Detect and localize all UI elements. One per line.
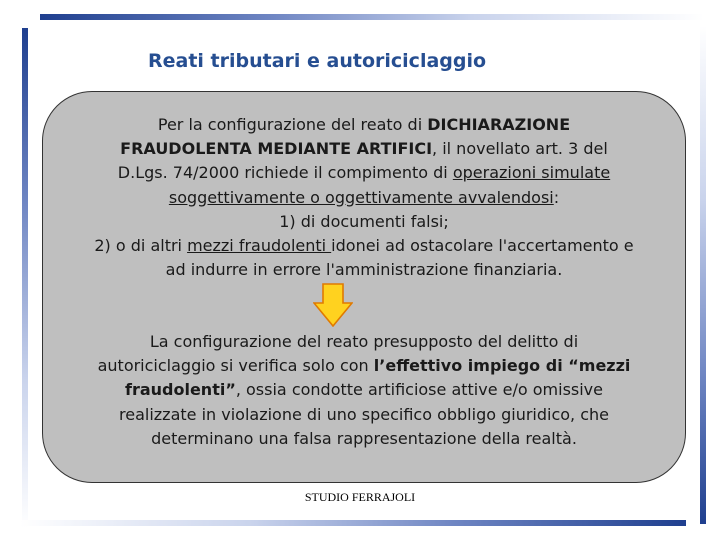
p1-line4: soggettivamente o oggettivamente avvalendosi: <box>168 187 560 207</box>
footer-studio-name: STUDIO FERRAJOLI <box>304 490 416 504</box>
down-arrow-icon <box>313 283 353 327</box>
p2-line3: fraudolenti”, ossia condotte artificiose attive e/o omissive <box>124 380 603 400</box>
p1-line7: ad indurre in errore l'amministrazione finanziaria. <box>165 260 563 280</box>
slide-title: Reati tributari e autoriciclaggio <box>148 50 487 72</box>
p2-line1: La configurazione del reato presupposto del delitto di <box>149 332 579 351</box>
p2-line4: realizzate in violazione di uno specifico obbligo giuridico, che <box>119 404 609 424</box>
frame-bottom-bar <box>20 520 686 526</box>
p1-line5: 1) di documenti falsi; <box>279 211 449 231</box>
p2-line5: determinano una falsa rappresentazione della realtà. <box>151 428 577 448</box>
p2-line2: autoriciclaggio si verifica solo con l’effettivo impiego di “mezzi <box>97 356 631 376</box>
paragraph-dichiarazione-fraudolenta <box>44 113 684 282</box>
frame-right-bar <box>700 26 706 524</box>
frame-left-bar <box>22 28 28 528</box>
paragraph-autoriciclaggio <box>44 330 684 451</box>
frame-top-bar <box>40 14 704 20</box>
p1-line3: D.Lgs. 74/2000 richiede il compimento di operazioni simulate <box>117 163 611 183</box>
p1-line6: 2) o di altri mezzi fraudolenti idonei ad ostacolare l'accertamento e <box>94 236 634 256</box>
p1-line2: FRAUDOLENTA MEDIANTE ARTIFICI, il novellato art. 3 del <box>120 139 608 159</box>
p1-line1: Per la configurazione del reato di DICHIARAZIONE <box>157 115 571 134</box>
